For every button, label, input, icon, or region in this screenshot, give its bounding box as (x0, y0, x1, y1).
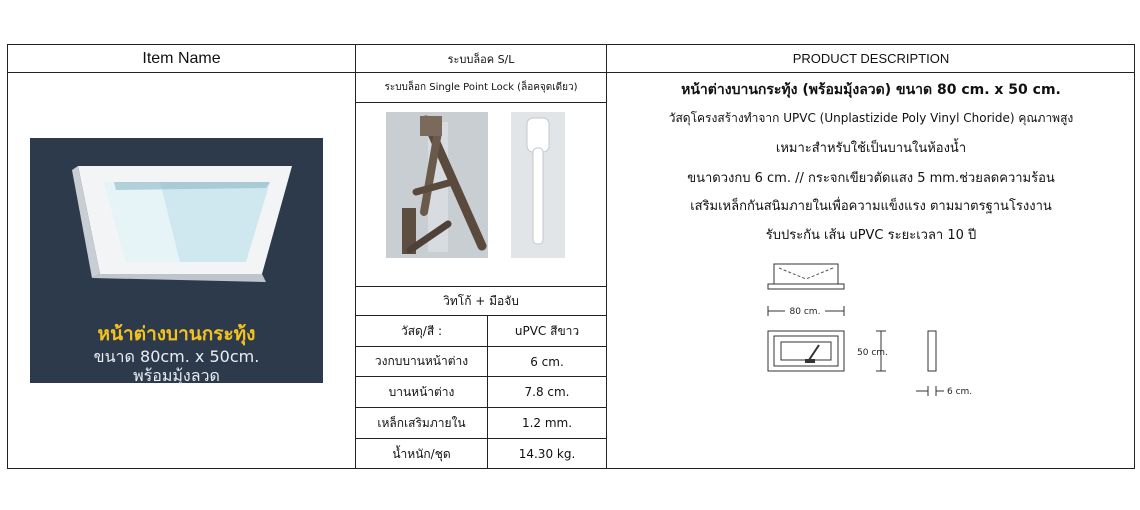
description-line: เสริมเหล็กกันสนิมภายในเพื่อความแข็งแรง ตามมาตรฐานโรงงาน (690, 199, 1052, 214)
friction-stay-photo (386, 112, 488, 258)
header-item-name: Item Name (142, 49, 221, 67)
spec-value: uPVC สีขาว (514, 323, 580, 338)
handle-photo (511, 112, 565, 258)
spec-label: เหล็กเสริมภายใน (377, 415, 466, 430)
description-line: หน้าต่างบานกระทุ้ง (พร้อมมุ้งลวด) ขนาด 80 cm. x 50 cm. (681, 82, 1061, 98)
width-label: 80 cm. (789, 307, 821, 317)
height-label: 50 cm. (857, 348, 888, 358)
row-divider (355, 102, 606, 103)
spec-label: วงกบบานหน้าต่าง (374, 354, 469, 368)
panel-size: ขนาด 80cm. x 50cm. (93, 347, 260, 366)
header-product-description: PRODUCT DESCRIPTION (792, 51, 950, 66)
description-line: เหมาะสำหรับใช้เป็นบานในห้องน้ำ (775, 141, 967, 156)
spec-label: วัสดุ/สี : (400, 323, 443, 338)
description-line: รับประกัน เส้น uPVC ระยะเวลา 10 ปี (765, 228, 977, 243)
product-spec-table (7, 44, 1135, 469)
spec-label: น้ำหนัก/ชุด (392, 446, 451, 461)
panel-title: หน้าต่างบานกระทุ้ง (97, 323, 256, 345)
window-drawing (607, 249, 1135, 469)
description-line: วัสดุโครงสร้างทำจาก UPVC (Unplastizide Poly Vinyl Choride) คุณภาพสูง (668, 111, 1074, 125)
spec-value: 1.2 mm. (521, 416, 573, 430)
spec-value: 7.8 cm. (524, 385, 570, 399)
panel-extra: พร้อมมุ้งลวด (133, 366, 220, 385)
spec-label: บานหน้าต่าง (388, 384, 455, 399)
window-illustration (30, 138, 323, 313)
frame-label: 6 cm. (947, 387, 973, 397)
spec-value: 14.30 kg. (518, 447, 576, 461)
description-line: ขนาดวงกบ 6 cm. // กระจกเขียวตัดแสง 5 mm.ช่วยลดความร้อน (687, 171, 1055, 186)
lock-hardware: วิทโก้ + มือจับ (443, 293, 519, 308)
product-image-panel (30, 138, 323, 383)
description-area (607, 73, 1135, 469)
lock-subtitle: ระบบล็อก Single Point Lock (ล็อคจุดเดียว) (384, 82, 578, 93)
spec-value: 6 cm. (530, 354, 564, 369)
header-lock-system: ระบบล็อค S/L (447, 52, 515, 66)
